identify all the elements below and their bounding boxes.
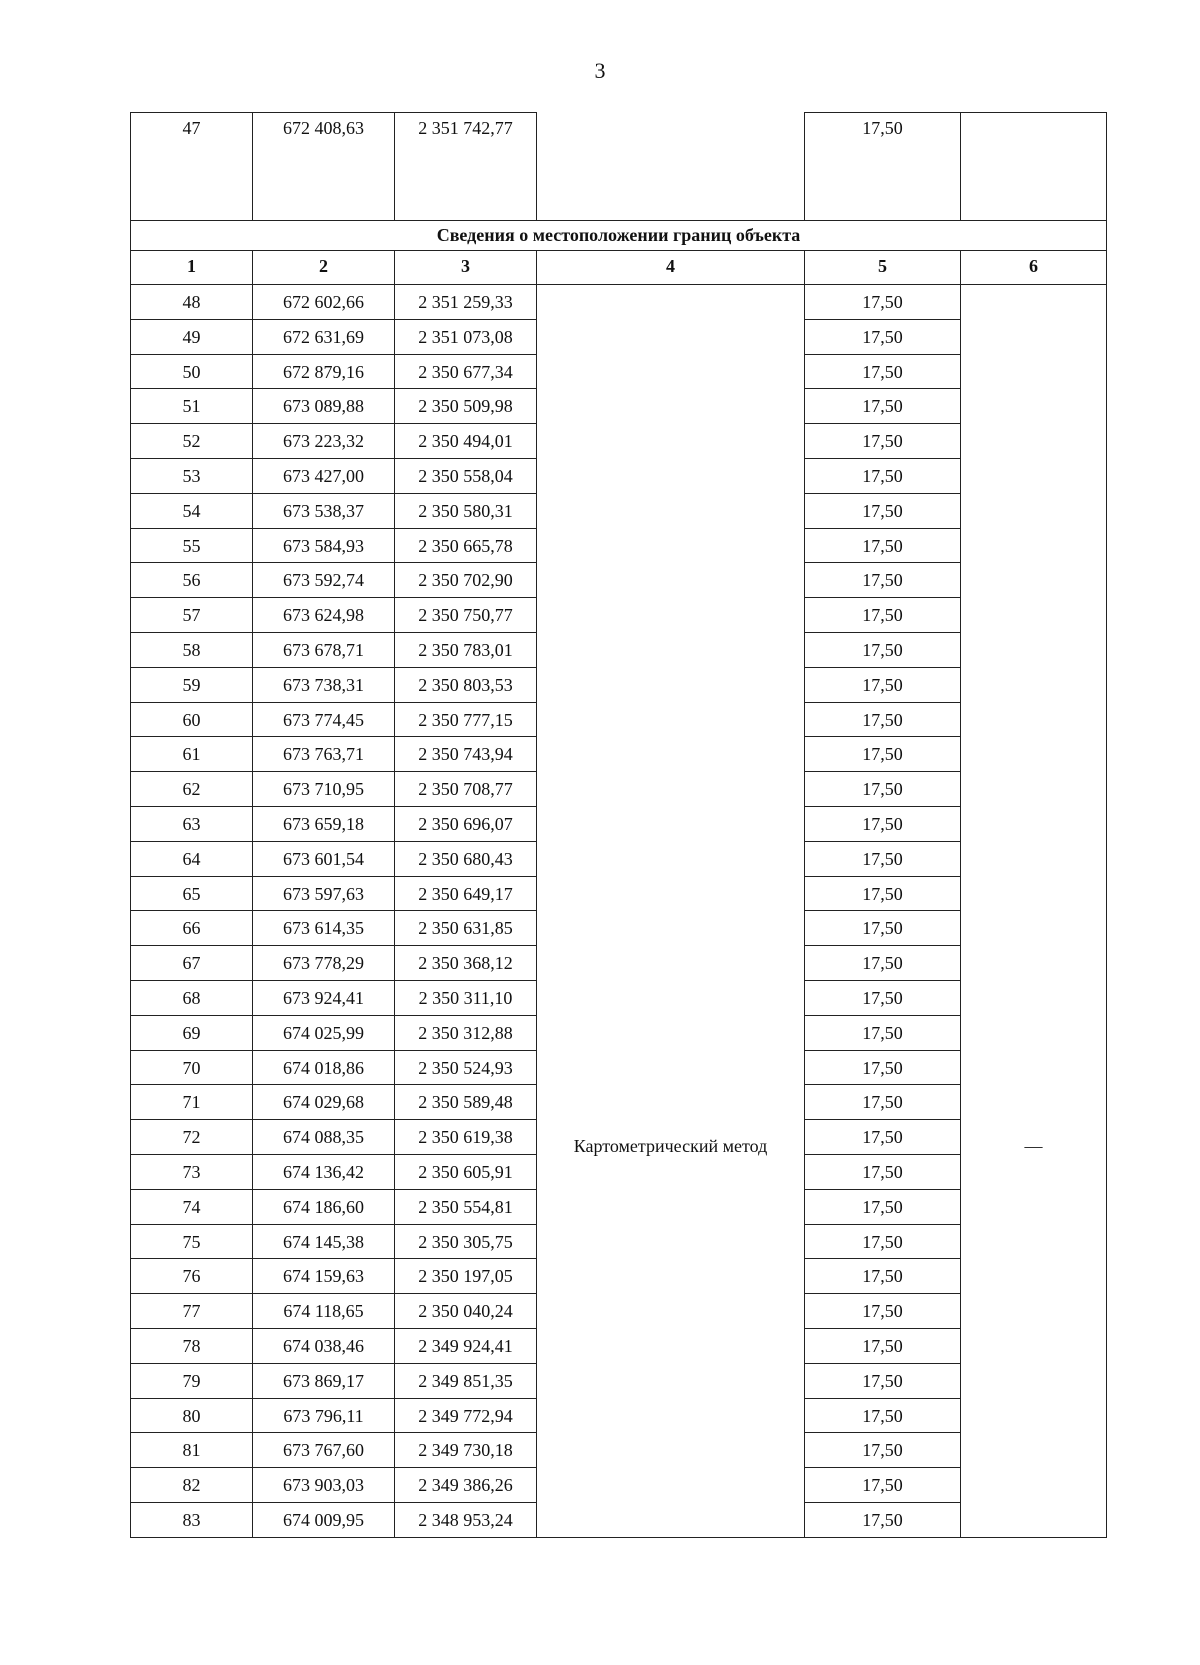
cell-x-coordinate: 673 624,98 — [253, 598, 395, 633]
cell-point-number: 82 — [131, 1468, 253, 1503]
cell-point-number: 73 — [131, 1154, 253, 1189]
cell-accuracy: 17,50 — [805, 493, 961, 528]
cell-x-coordinate: 673 584,93 — [253, 528, 395, 563]
cell-point-number: 64 — [131, 841, 253, 876]
table-row — [131, 285, 1107, 320]
cell-accuracy: 17,50 — [805, 1120, 961, 1155]
cell-point-number: 62 — [131, 772, 253, 807]
cell-x-coordinate: 673 614,35 — [253, 911, 395, 946]
cell-x-coordinate: 673 869,17 — [253, 1363, 395, 1398]
cell-point-number: 80 — [131, 1398, 253, 1433]
cell-y-coordinate: 2 350 803,53 — [395, 667, 537, 702]
cell-y-coordinate: 2 350 702,90 — [395, 563, 537, 598]
section-title: Сведения о местоположении границ объекта — [131, 221, 1107, 251]
cell-accuracy: 17,50 — [805, 1050, 961, 1085]
cell-point-number: 53 — [131, 458, 253, 493]
cell-x-coordinate: 673 738,31 — [253, 667, 395, 702]
cell-point-number: 61 — [131, 737, 253, 772]
cell-accuracy: 17,50 — [805, 1154, 961, 1189]
cell-x-coordinate: 673 767,60 — [253, 1433, 395, 1468]
cell-accuracy: 17,50 — [805, 424, 961, 459]
cell-accuracy: 17,50 — [805, 563, 961, 598]
cell-y-coordinate: 2 349 924,41 — [395, 1328, 537, 1363]
cell-x-coordinate: 673 678,71 — [253, 632, 395, 667]
cell-accuracy: 17,50 — [805, 1363, 961, 1398]
cell-x-coordinate: 673 427,00 — [253, 458, 395, 493]
cell-accuracy: 17,50 — [805, 389, 961, 424]
cell-y-coordinate: 2 350 580,31 — [395, 493, 537, 528]
cell-x-coordinate: 673 774,45 — [253, 702, 395, 737]
cell-y-coordinate: 2 350 509,98 — [395, 389, 537, 424]
cell-x-coordinate: 674 009,95 — [253, 1502, 395, 1537]
cell-point-number: 56 — [131, 563, 253, 598]
cell-y-coordinate: 2 350 677,34 — [395, 354, 537, 389]
cell-x-coordinate: 674 088,35 — [253, 1120, 395, 1155]
cell-x-coordinate: 672 879,16 — [253, 354, 395, 389]
cell-x-coordinate: 674 025,99 — [253, 1015, 395, 1050]
cell-accuracy: 17,50 — [805, 946, 961, 981]
cell-point-number: 58 — [131, 632, 253, 667]
cell-point-number: 65 — [131, 876, 253, 911]
cell-accuracy: 17,50 — [805, 841, 961, 876]
column-header: 4 — [537, 251, 805, 285]
table-row-first — [131, 113, 1107, 221]
cell-point-number: 48 — [131, 285, 253, 320]
cell-point-number: 69 — [131, 1015, 253, 1050]
cell-y-coordinate: 2 350 665,78 — [395, 528, 537, 563]
cell-accuracy: 17,50 — [805, 1085, 961, 1120]
cell-accuracy: 17,50 — [805, 1224, 961, 1259]
cell-accuracy: 17,50 — [805, 113, 961, 221]
cell-accuracy: 17,50 — [805, 1189, 961, 1224]
cell-y-coordinate: 2 350 524,93 — [395, 1050, 537, 1085]
cell-accuracy: 17,50 — [805, 980, 961, 1015]
cell-accuracy: 17,50 — [805, 1468, 961, 1503]
cell-x-coordinate: 674 029,68 — [253, 1085, 395, 1120]
cell-accuracy: 17,50 — [805, 806, 961, 841]
cell-point-number: 74 — [131, 1189, 253, 1224]
cell-point-number: 47 — [131, 113, 253, 221]
cell-point-number: 60 — [131, 702, 253, 737]
cell-x-coordinate: 673 903,03 — [253, 1468, 395, 1503]
cell-y-coordinate: 2 350 631,85 — [395, 911, 537, 946]
cell-accuracy: 17,50 — [805, 354, 961, 389]
cell-point-number: 63 — [131, 806, 253, 841]
cell-y-coordinate: 2 350 777,15 — [395, 702, 537, 737]
cell-accuracy: 17,50 — [805, 911, 961, 946]
cell-accuracy: 17,50 — [805, 528, 961, 563]
cell-point-number: 70 — [131, 1050, 253, 1085]
cell-y-coordinate: 2 350 696,07 — [395, 806, 537, 841]
cell-point-number: 52 — [131, 424, 253, 459]
cell-y-coordinate: 2 351 742,77 — [395, 113, 537, 221]
cell-point-number: 77 — [131, 1294, 253, 1329]
cell-y-coordinate: 2 350 368,12 — [395, 946, 537, 981]
cell-point-number: 68 — [131, 980, 253, 1015]
cell-y-coordinate: 2 350 311,10 — [395, 980, 537, 1015]
cell-accuracy: 17,50 — [805, 458, 961, 493]
cell-accuracy: 17,50 — [805, 876, 961, 911]
cell-point-number: 79 — [131, 1363, 253, 1398]
cell-y-coordinate: 2 350 197,05 — [395, 1259, 537, 1294]
cell-x-coordinate: 672 602,66 — [253, 285, 395, 320]
cell-y-coordinate: 2 350 708,77 — [395, 772, 537, 807]
cell-x-coordinate: 673 223,32 — [253, 424, 395, 459]
cell-point-number: 67 — [131, 946, 253, 981]
cell-x-coordinate: 672 631,69 — [253, 319, 395, 354]
cell-accuracy: 17,50 — [805, 1502, 961, 1537]
cell-y-coordinate: 2 349 386,26 — [395, 1468, 537, 1503]
column-header: 3 — [395, 251, 537, 285]
cell-accuracy: 17,50 — [805, 702, 961, 737]
cell-x-coordinate: 673 796,11 — [253, 1398, 395, 1433]
cell-x-coordinate: 673 592,74 — [253, 563, 395, 598]
cell-accuracy: 17,50 — [805, 1398, 961, 1433]
cell-x-coordinate: 673 778,29 — [253, 946, 395, 981]
cell-x-coordinate: 673 763,71 — [253, 737, 395, 772]
cell-x-coordinate: 673 089,88 — [253, 389, 395, 424]
cell-point-number: 76 — [131, 1259, 253, 1294]
cell-accuracy: 17,50 — [805, 598, 961, 633]
cell-accuracy: 17,50 — [805, 632, 961, 667]
cell-y-coordinate: 2 351 073,08 — [395, 319, 537, 354]
cell-point-number: 55 — [131, 528, 253, 563]
column-header: 5 — [805, 251, 961, 285]
cell-x-coordinate: 674 145,38 — [253, 1224, 395, 1259]
cell-x-coordinate: 674 186,60 — [253, 1189, 395, 1224]
cell-accuracy: 17,50 — [805, 1328, 961, 1363]
column-header-row — [131, 251, 1107, 285]
cell-x-coordinate: 673 597,63 — [253, 876, 395, 911]
column-header: 2 — [253, 251, 395, 285]
cell-y-coordinate: 2 350 619,38 — [395, 1120, 537, 1155]
cell-point-number: 49 — [131, 319, 253, 354]
coordinates-table — [130, 112, 1107, 1538]
cell-x-coordinate: 674 018,86 — [253, 1050, 395, 1085]
cell-point-number: 71 — [131, 1085, 253, 1120]
section-title-row — [131, 221, 1107, 251]
cell-method-empty — [537, 113, 805, 221]
cell-point-number: 72 — [131, 1120, 253, 1155]
cell-y-coordinate: 2 350 589,48 — [395, 1085, 537, 1120]
cell-y-coordinate: 2 350 554,81 — [395, 1189, 537, 1224]
cell-accuracy: 17,50 — [805, 772, 961, 807]
page-number: 3 — [594, 58, 606, 83]
cell-y-coordinate: 2 351 259,33 — [395, 285, 537, 320]
cell-point-number: 78 — [131, 1328, 253, 1363]
cell-y-coordinate: 2 350 743,94 — [395, 737, 537, 772]
cell-point-number: 54 — [131, 493, 253, 528]
cell-y-coordinate: 2 348 953,24 — [395, 1502, 537, 1537]
column-header: 1 — [131, 251, 253, 285]
cell-point-number: 75 — [131, 1224, 253, 1259]
cell-x-coordinate: 673 659,18 — [253, 806, 395, 841]
cell-point-number: 59 — [131, 667, 253, 702]
cell-y-coordinate: 2 349 730,18 — [395, 1433, 537, 1468]
cell-x-coordinate: 673 538,37 — [253, 493, 395, 528]
cell-y-coordinate: 2 350 558,04 — [395, 458, 537, 493]
cell-y-coordinate: 2 350 312,88 — [395, 1015, 537, 1050]
cell-x-coordinate: 674 038,46 — [253, 1328, 395, 1363]
cell-accuracy: 17,50 — [805, 737, 961, 772]
cell-accuracy: 17,50 — [805, 1294, 961, 1329]
cell-point-number: 57 — [131, 598, 253, 633]
cell-accuracy: 17,50 — [805, 285, 961, 320]
cell-x-coordinate: 673 710,95 — [253, 772, 395, 807]
cell-accuracy: 17,50 — [805, 1015, 961, 1050]
cell-point-number: 51 — [131, 389, 253, 424]
cell-y-coordinate: 2 349 772,94 — [395, 1398, 537, 1433]
cell-point-number: 83 — [131, 1502, 253, 1537]
cell-y-coordinate: 2 350 040,24 — [395, 1294, 537, 1329]
column-header: 6 — [961, 251, 1107, 285]
cell-accuracy: 17,50 — [805, 667, 961, 702]
cell-y-coordinate: 2 350 783,01 — [395, 632, 537, 667]
cell-point-number: 50 — [131, 354, 253, 389]
cell-y-coordinate: 2 350 649,17 — [395, 876, 537, 911]
cell-x-coordinate: 674 136,42 — [253, 1154, 395, 1189]
cell-accuracy: 17,50 — [805, 319, 961, 354]
cell-y-coordinate: 2 349 851,35 — [395, 1363, 537, 1398]
cell-col6-empty — [961, 113, 1107, 221]
cell-accuracy: 17,50 — [805, 1433, 961, 1468]
cell-point-number: 66 — [131, 911, 253, 946]
cell-y-coordinate: 2 350 750,77 — [395, 598, 537, 633]
cell-y-coordinate: 2 350 605,91 — [395, 1154, 537, 1189]
cell-x-coordinate: 673 601,54 — [253, 841, 395, 876]
cell-col6: — — [961, 285, 1107, 1538]
cell-method: Картометрический метод — [537, 285, 805, 1538]
cell-accuracy: 17,50 — [805, 1259, 961, 1294]
cell-x-coordinate: 674 118,65 — [253, 1294, 395, 1329]
cell-y-coordinate: 2 350 494,01 — [395, 424, 537, 459]
cell-x-coordinate: 674 159,63 — [253, 1259, 395, 1294]
cell-y-coordinate: 2 350 305,75 — [395, 1224, 537, 1259]
cell-x-coordinate: 672 408,63 — [253, 113, 395, 221]
cell-y-coordinate: 2 350 680,43 — [395, 841, 537, 876]
cell-x-coordinate: 673 924,41 — [253, 980, 395, 1015]
cell-point-number: 81 — [131, 1433, 253, 1468]
